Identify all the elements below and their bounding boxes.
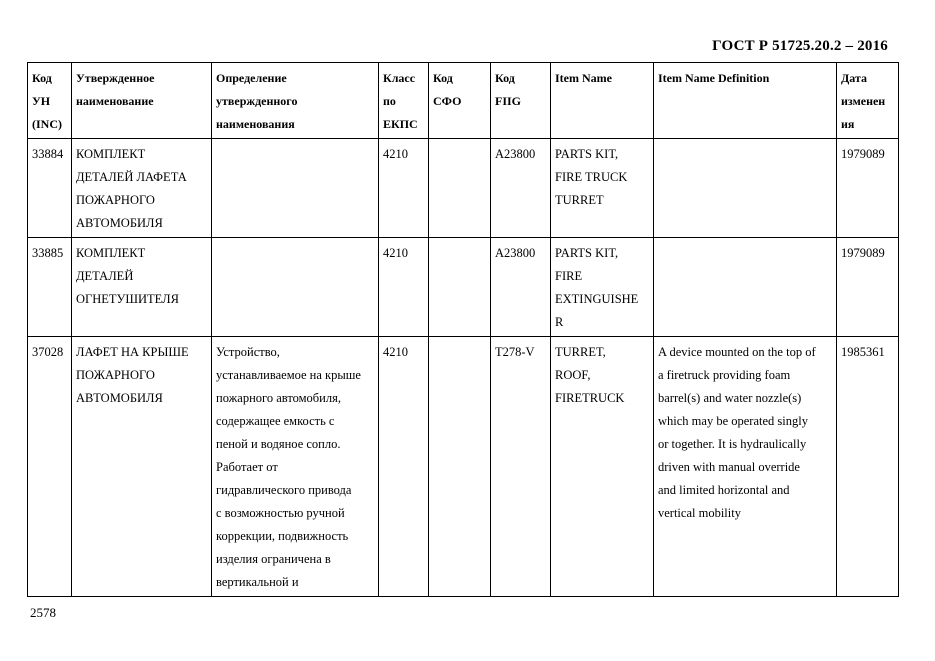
col-header-name: Утвержденное наименование — [72, 63, 212, 139]
table-header-row — [28, 63, 899, 139]
cell-name: КОМПЛЕКТ ДЕТАЛЕЙ ЛАФЕТА ПОЖАРНОГО АВТОМОБИЛЯ — [72, 139, 212, 238]
cell-sfo — [429, 337, 491, 597]
cell-item-def: A device mounted on the top of a firetruck providing foam barrel(s) and water nozzle(s) which may be operated singly or together. It is hydraulically driven with manual override and limited horizontal and vertical mobility — [654, 337, 837, 597]
cell-sfo — [429, 139, 491, 238]
standard-title: ГОСТ Р 51725.20.2 – 2016 — [712, 38, 888, 54]
table-row — [28, 238, 899, 337]
cell-date: 1979089 — [837, 238, 899, 337]
cell-date: 1979089 — [837, 139, 899, 238]
col-header-definition: Определение утвержденного наименования — [212, 63, 379, 139]
col-header-inc: Код УН (INC) — [28, 63, 72, 139]
col-header-fiig: Код FIIG — [491, 63, 551, 139]
cell-name: ЛАФЕТ НА КРЫШЕ ПОЖАРНОГО АВТОМОБИЛЯ — [72, 337, 212, 597]
table-row — [28, 139, 899, 238]
cell-item-name: TURRET, ROOF, FIRETRUCK — [551, 337, 654, 597]
cell-fiig: A23800 — [491, 238, 551, 337]
cell-item-name: PARTS KIT, FIRE TRUCK TURRET — [551, 139, 654, 238]
col-header-class: Класс по ЕКПС — [379, 63, 429, 139]
cell-inc: 33884 — [28, 139, 72, 238]
cell-sfo — [429, 238, 491, 337]
cell-item-name: PARTS KIT, FIRE EXTINGUISHE R — [551, 238, 654, 337]
catalog-table — [27, 62, 899, 597]
cell-fiig: A23800 — [491, 139, 551, 238]
cell-fiig: T278-V — [491, 337, 551, 597]
cell-item-def — [654, 238, 837, 337]
col-header-item-name: Item Name — [551, 63, 654, 139]
col-header-sfo: Код СФО — [429, 63, 491, 139]
cell-definition — [212, 139, 379, 238]
cell-class: 4210 — [379, 337, 429, 597]
cell-inc: 33885 — [28, 238, 72, 337]
cell-class: 4210 — [379, 139, 429, 238]
page-number: 2578 — [30, 605, 56, 620]
cell-inc: 37028 — [28, 337, 72, 597]
cell-class: 4210 — [379, 238, 429, 337]
cell-definition: Устройство, устанавливаемое на крыше пожарного автомобиля, содержащее емкость с пеной и водяное сопло. Работает от гидравлического привода с возможностью ручной коррекции, подвижность изделия ограничена в вертикальной и — [212, 337, 379, 597]
cell-name: КОМПЛЕКТ ДЕТАЛЕЙ ОГНЕТУШИТЕЛЯ — [72, 238, 212, 337]
col-header-item-def: Item Name Definition — [654, 63, 837, 139]
cell-item-def — [654, 139, 837, 238]
cell-date: 1985361 — [837, 337, 899, 597]
col-header-date: Дата изменен ия — [837, 63, 899, 139]
cell-definition — [212, 238, 379, 337]
table-row — [28, 337, 899, 597]
